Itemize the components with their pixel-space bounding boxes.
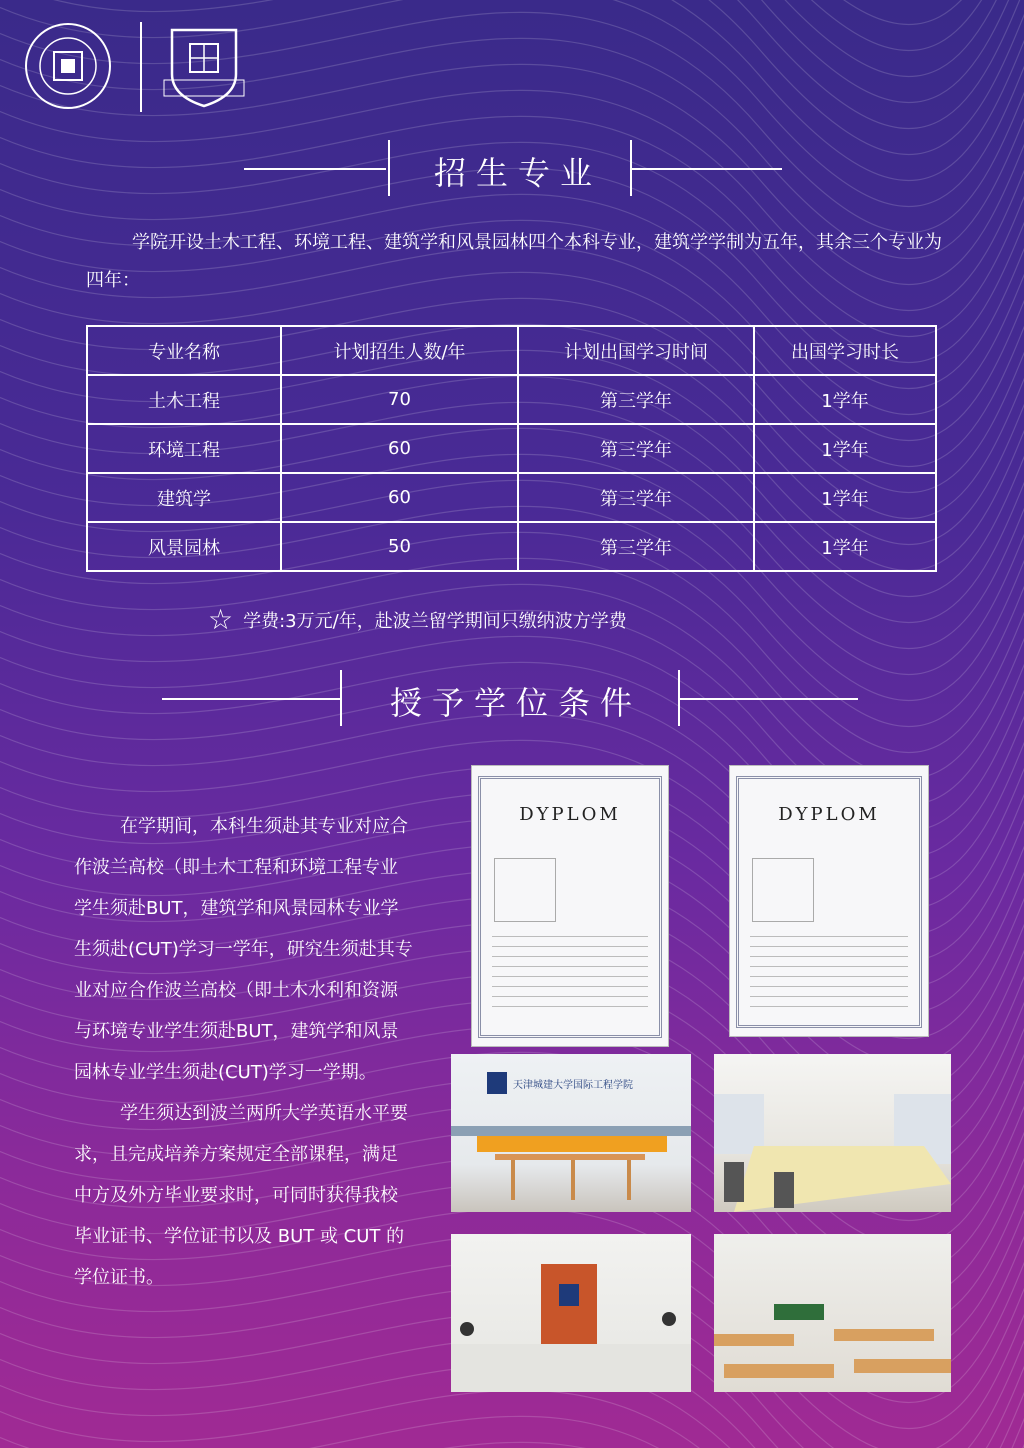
table-cell: 环境工程 (87, 424, 281, 473)
classroom-photo (714, 1234, 951, 1392)
degree-paragraph: 学生须达到波兰两所大学英语水平要求，且完成培养方案规定全部课程，满足中方及外方毕业要求时，可同时获得我校毕业证书、学位证书以及 BUT 或 CUT 的学位证书。 (74, 1103, 408, 1288)
diploma-photo-placeholder (494, 858, 556, 922)
heading-tick-left (340, 670, 342, 726)
degree-paragraph: 在学期间，本科生须赴其专业对应合作波兰高校（即土木工程和环境工程专业学生须赴BUT，建筑学和风景园林专业学生须赴(CUT)学习一学年，研究生须赴其专业对应合作波兰高校（即土木水利和资源与环境专业学生须赴BUT，建筑学和风景园林专业学生须赴(CUT)学习一学期。 (74, 816, 413, 1083)
lobby-sign-text: 天津城建大学国际工程学院 (513, 1080, 633, 1091)
table-cell: 土木工程 (87, 375, 281, 424)
school-badge-logo (164, 30, 244, 106)
heading-rule-left (162, 698, 340, 700)
table-row (87, 522, 936, 571)
table-cell: 第三学年 (518, 522, 754, 571)
degree-conditions-text (74, 806, 414, 1298)
table-cell: 1学年 (754, 473, 936, 522)
diploma-text-lines (492, 936, 648, 1016)
table-cell: 风景园林 (87, 522, 281, 571)
table-cell: 1学年 (754, 424, 936, 473)
table-row (87, 375, 936, 424)
table-cell: 第三学年 (518, 424, 754, 473)
diploma-photo-placeholder (752, 858, 814, 922)
table-cell: 第三学年 (518, 473, 754, 522)
table-cell: 1学年 (754, 375, 936, 424)
tuition-fee-note (208, 603, 627, 636)
heading-rule-right (632, 168, 782, 170)
table-cell: 60 (281, 424, 518, 473)
diploma-title: DYPLOM (778, 804, 880, 825)
contour-line (0, 1404, 1024, 1448)
table-row (87, 473, 936, 522)
table-header-cell: 计划招生人数/年 (281, 326, 518, 375)
reception-photo (451, 1234, 691, 1392)
heading-rule-left (244, 168, 386, 170)
table-header-cell: 专业名称 (87, 326, 281, 375)
classroom-scene (714, 1234, 951, 1392)
table-cell: 50 (281, 522, 518, 571)
table-header-cell: 出国学习时长 (754, 326, 936, 375)
table-header-cell: 计划出国学习时间 (518, 326, 754, 375)
diploma-title: DYPLOM (519, 804, 621, 825)
section2-heading (0, 670, 1024, 740)
section1-title: 招生专业 (434, 154, 603, 192)
university-seal-logo (26, 24, 110, 108)
heading-tick-left (388, 140, 390, 196)
meeting-room-photo (714, 1054, 951, 1212)
section1-heading (0, 140, 1024, 210)
table-cell: 建筑学 (87, 473, 281, 522)
table-cell: 第三学年 (518, 375, 754, 424)
heading-rule-right (680, 698, 858, 700)
majors-table (86, 325, 937, 572)
star-outline-icon: ☆ (208, 603, 234, 636)
diploma-image (730, 766, 928, 1036)
table-row (87, 424, 936, 473)
section1-intro: 学院开设土木工程、环境工程、建筑学和风景园林四个本科专业，建筑学学制为五年，其余三个专业为四年： (86, 232, 942, 291)
reception-scene (451, 1234, 691, 1392)
diploma-image (472, 766, 668, 1046)
table-header-row (87, 326, 936, 375)
table-cell: 70 (281, 375, 518, 424)
table-cell: 1学年 (754, 522, 936, 571)
section2-title: 授予学位条件 (390, 684, 643, 722)
logo-area (24, 16, 264, 116)
contour-line (0, 1430, 1024, 1448)
lobby-photo (451, 1054, 691, 1212)
contour-line (0, 78, 1024, 363)
meeting-room-scene (714, 1054, 951, 1212)
tuition-fee-text: 学费:3万元/年，赴波兰留学期间只缴纳波方学费 (243, 611, 627, 632)
table-cell: 60 (281, 473, 518, 522)
diploma-text-lines (750, 936, 908, 1016)
